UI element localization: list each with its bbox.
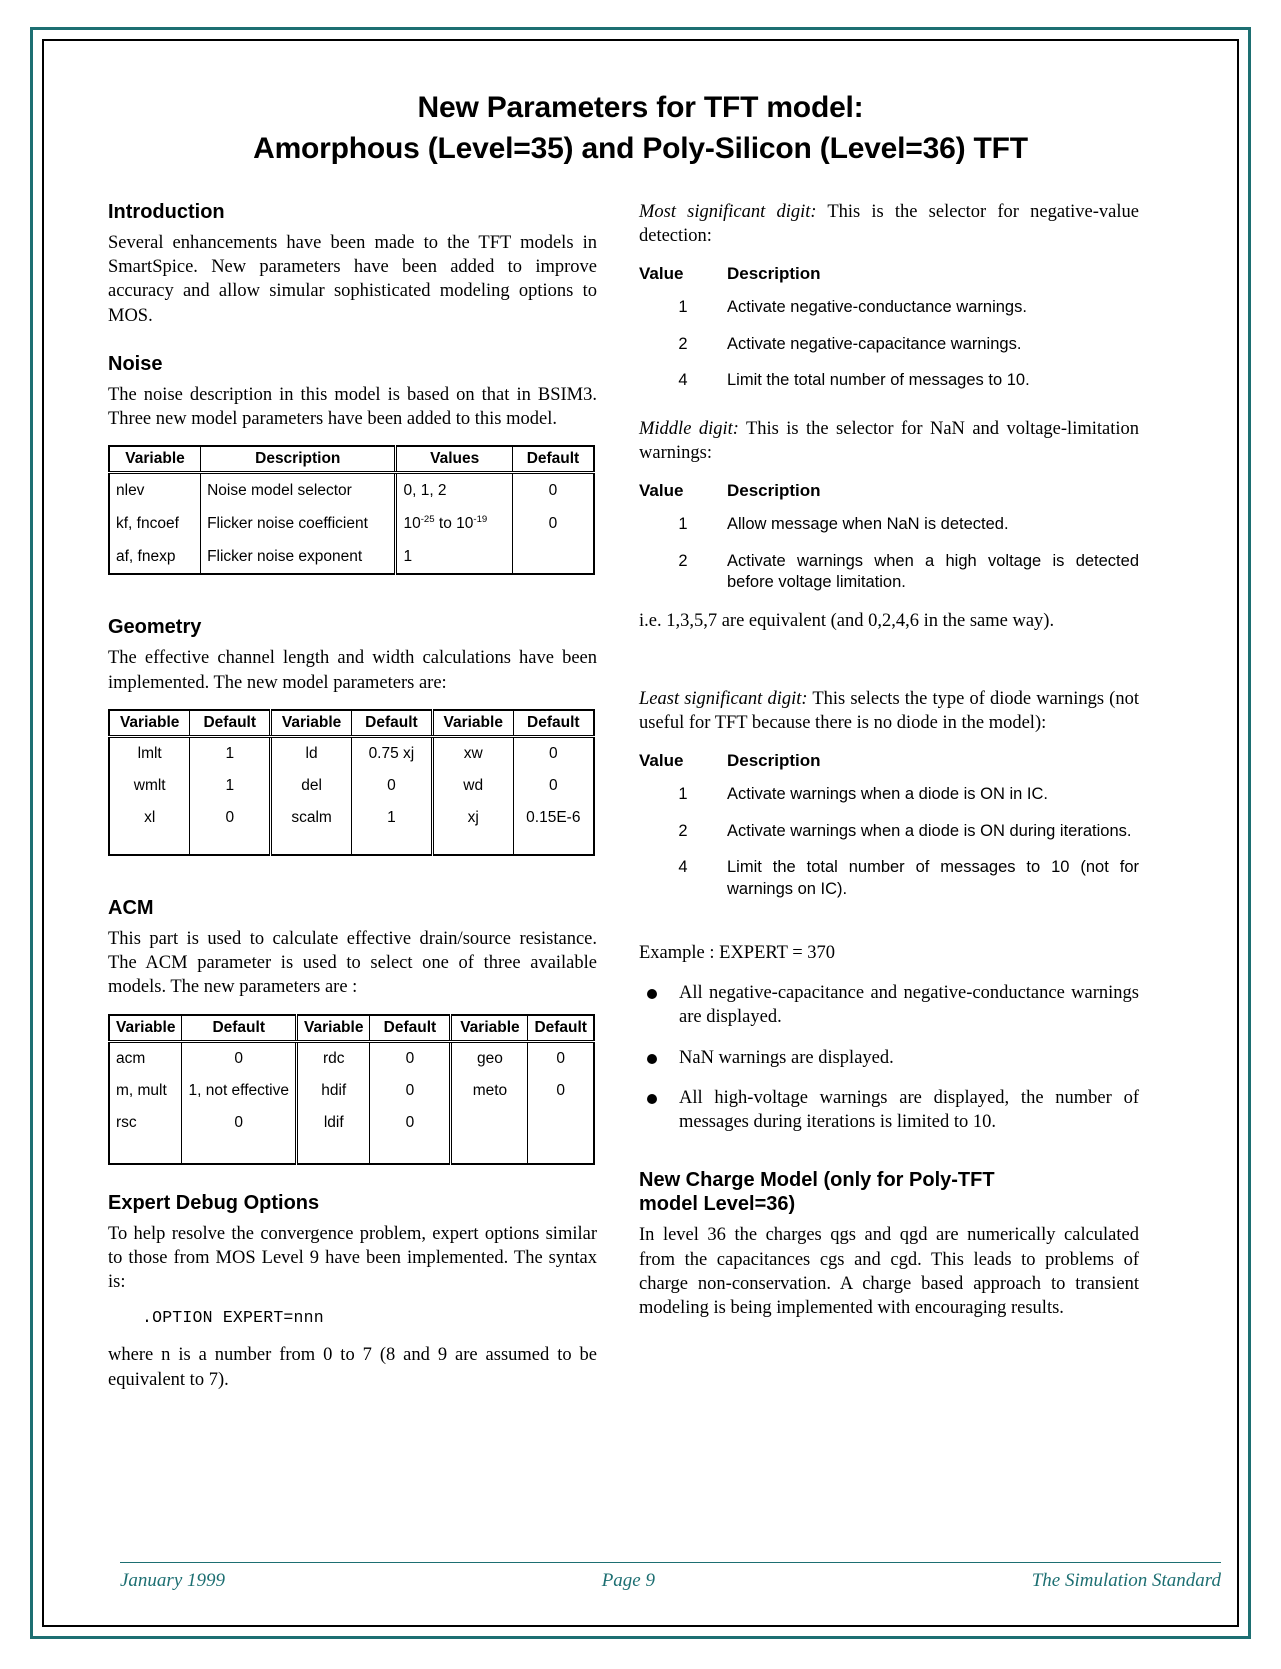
cell-variable: nlev [109, 473, 201, 508]
cell-variable-3: geo [451, 1041, 528, 1075]
value-description-row [639, 514, 1139, 535]
lead-text-lsd: This selects the type of diode warnings (not useful for TFT because there is no diode in the model): [639, 688, 1139, 734]
value: 4 [678, 858, 688, 877]
footer-date: January 1999 [120, 1570, 226, 1591]
header-description: Description [727, 264, 821, 284]
two-column-body [108, 200, 1173, 1392]
list-item: All negative-capacitance and negative-conductance warnings are displayed. [639, 981, 1139, 1029]
value-exponent-2: -19 [473, 513, 488, 525]
heading-new-charge-model [639, 1168, 1139, 1216]
heading-expert-debug-options: Expert Debug Options [108, 1191, 320, 1214]
column-header-default: Default [512, 446, 594, 473]
cell-default-1: 0 [190, 802, 271, 834]
column-header-variable: Variable [109, 446, 201, 473]
footer-publication: The Simulation Standard [1031, 1570, 1221, 1591]
value: 1 [678, 515, 688, 534]
value: 1 [678, 298, 688, 317]
value: 2 [678, 551, 688, 570]
table-row [109, 507, 594, 540]
cell-default-3: 0 [549, 744, 558, 762]
header-value: Value [639, 481, 684, 501]
paragraph-noise: The noise description in this model is based on that in BSIM3. Three new model parameters have been added to this model. [108, 384, 597, 430]
value-description-row [639, 821, 1139, 842]
value-description-row [639, 784, 1139, 805]
cell-variable-1: xl [109, 802, 190, 834]
value-description-header-middle [639, 481, 1139, 501]
value: 2 [678, 334, 688, 353]
column-header-variable-2: Variable [297, 1015, 370, 1042]
column-header-default-3: Default [513, 710, 594, 737]
cell-variable-2: hdif [297, 1075, 370, 1107]
cell-variable-3 [451, 1107, 528, 1139]
column-header-values: Values [396, 446, 512, 473]
page-content [60, 60, 1221, 1606]
column-header-default-1: Default [182, 1015, 297, 1042]
table-row [109, 1075, 594, 1107]
paragraph-most-significant-digit [639, 200, 1139, 248]
paragraph-expert-1: To help resolve the convergence problem, expert options similar to those from MOS Level 9 have been implemented. The syntax is: [108, 1223, 597, 1293]
page-footer [120, 1562, 1221, 1592]
value-exponent-1: -25 [420, 513, 435, 525]
value-separator: to [434, 514, 457, 532]
paragraph-acm: This part is used to calculate effective drain/source resistance. The ACM parameter is used to select one of three available models. The new parameters are : [108, 928, 597, 998]
cell-default-2: 1 [352, 802, 433, 834]
left-column [108, 200, 597, 1392]
cell-default [512, 540, 594, 574]
cell-default-1: 0 [182, 1107, 297, 1139]
heading-noise: Noise [108, 352, 163, 375]
value-description-header-msd [639, 264, 1139, 284]
column-header-variable-2: Variable [271, 710, 352, 737]
column-header-variable-3: Variable [451, 1015, 528, 1042]
column-header-description: Description [201, 446, 396, 473]
code-option-expert: .OPTION EXPERT=nnn [142, 1308, 324, 1328]
header-value: Value [639, 264, 684, 284]
table-row [109, 1107, 594, 1139]
cell-variable-1: acm [109, 1041, 182, 1075]
value: 1 [678, 785, 688, 804]
paragraph-geometry: The effective channel length and width calculations have been implemented. The new model parameters are: [108, 648, 597, 693]
page-title [60, 88, 1221, 169]
paragraph-least-significant-digit [639, 687, 1139, 735]
description: Activate warnings when a diode is ON during iterations. [727, 821, 1132, 840]
description: Limit the total number of messages to 10. [727, 371, 1030, 390]
paragraph-middle-digit [639, 417, 1139, 465]
column-header-variable-1: Variable [109, 1015, 182, 1042]
cell-variable-3: xj [432, 802, 513, 834]
acm-parameters-table [108, 1014, 595, 1165]
table-row [109, 1041, 594, 1075]
cell-values: 0, 1, 2 [396, 473, 512, 508]
column-header-default-2: Default [370, 1015, 451, 1042]
cell-default-2: 0 [370, 1041, 451, 1075]
cell-default: 0 [548, 481, 558, 499]
paragraph-expert-2: where n is a number from 0 to 7 (8 and 9 are assumed to be equivalent to 7). [108, 1345, 597, 1390]
cell-default-2: 0 [370, 1075, 451, 1107]
value-description-row [639, 551, 1139, 594]
lead-label-middle: Middle digit: [639, 418, 739, 439]
header-description: Description [727, 751, 821, 771]
value: 4 [678, 371, 688, 390]
cell-variable-3: wd [432, 770, 513, 802]
geometry-parameters-table [108, 709, 595, 856]
table-row [109, 736, 594, 770]
cell-variable-1: rsc [109, 1107, 182, 1139]
noise-parameters-table [108, 445, 595, 575]
footer-divider [120, 1562, 1221, 1563]
cell-default-3 [528, 1107, 594, 1139]
lead-label-msd: Most significant digit: [639, 202, 817, 222]
value-description-row [639, 334, 1139, 355]
table-spacer-row [109, 1139, 594, 1164]
cell-variable-2: del [271, 770, 352, 802]
heading-acm: ACM [108, 896, 154, 919]
cell-default-2: 0.75 xj [352, 736, 433, 770]
description: Activate warnings when a high voltage is detected before voltage limitation. [727, 551, 1139, 592]
description: Activate warnings when a diode is ON in IC. [727, 785, 1048, 804]
column-header-variable-1: Variable [109, 710, 190, 737]
cell-default-3: 0 [556, 1081, 566, 1099]
cell-variable: kf, fncoef [109, 507, 201, 540]
cell-default-1: 1 [190, 736, 271, 770]
paragraph-example: Example : EXPERT = 370 [639, 943, 836, 964]
column-header-default-3: Default [528, 1015, 594, 1042]
cell-variable-2: ld [271, 736, 352, 770]
cell-default-2: 0 [352, 770, 433, 802]
cell-default-3: 0 [549, 776, 558, 794]
heading-geometry: Geometry [108, 616, 202, 639]
cell-default-3: 0.15E-6 [526, 808, 581, 826]
value-description-header-lsd [639, 751, 1139, 771]
table-header-row [109, 710, 594, 737]
cell-variable-1: lmlt [109, 736, 190, 770]
cell-variable-2: ldif [297, 1107, 370, 1139]
heading-introduction: Introduction [108, 201, 225, 223]
cell-variable-1: m, mult [109, 1075, 182, 1107]
cell-variable-2: scalm [271, 802, 352, 834]
lead-label-lsd: Least significant digit: [639, 688, 808, 709]
cell-variable-3: xw [432, 736, 513, 770]
table-header-row [109, 446, 594, 473]
list-item: NaN warnings are displayed. [639, 1046, 1139, 1070]
table-spacer-row [109, 834, 594, 855]
cell-values: 1 [396, 540, 512, 574]
cell-default-3: 0 [556, 1049, 566, 1067]
paragraph-equivalence-note: i.e. 1,3,5,7 are equivalent (and 0,2,4,6 in the same way). [639, 610, 1055, 631]
column-header-default-2: Default [352, 710, 433, 737]
header-description: Description [727, 481, 821, 501]
lead-text-middle: This is the selector for NaN and voltage-limitation warnings: [639, 418, 1139, 464]
value-description-row [639, 857, 1139, 900]
value-base-1: 10 [403, 514, 421, 532]
heading-line-1: New Charge Model (only for Poly-TFT [639, 1169, 995, 1192]
paragraph-introduction: Several enhancements have been made to the TFT models in SmartSpice. New parameters have been added to improve accuracy and allow simular sophisticated modeling options to MOS. [108, 233, 597, 326]
paragraph-charge-model: In level 36 the charges qgs and qgd are numerically calculated from the capacitances cgs and cgd. This leads to problems of charge non-conservation. A charge based approach to transient modeling is being implemented with encouraging results. [639, 1225, 1139, 1319]
column-header-default-1: Default [190, 710, 271, 737]
table-row [109, 473, 594, 508]
description: Activate negative-conductance warnings. [727, 298, 1027, 317]
cell-default-1: 0 [182, 1041, 297, 1075]
cell-default: 0 [548, 514, 558, 532]
description: Limit the total number of messages to 10 (not for warnings on IC). [727, 858, 1139, 898]
footer-page-number: Page 9 [601, 1570, 655, 1591]
title-line-2: Amorphous (Level=35) and Poly-Silicon (Level=36) TFT [253, 131, 1028, 165]
cell-description: Flicker noise exponent [201, 540, 396, 574]
value: 2 [678, 821, 688, 840]
right-column [639, 200, 1139, 1392]
lead-text-msd: This is the selector for negative-value detection: [639, 202, 1139, 247]
example-bullet-list [639, 981, 1139, 1134]
title-line-1: New Parameters for TFT model: [417, 91, 864, 124]
cell-description: Noise model selector [201, 473, 396, 508]
cell-variable-2: rdc [297, 1041, 370, 1075]
table-header-row [109, 1015, 594, 1042]
cell-variable-1: wmlt [109, 770, 190, 802]
cell-values [396, 507, 512, 540]
table-row [109, 770, 594, 802]
cell-variable-3: meto [451, 1075, 528, 1107]
value-base-2: 10 [456, 514, 474, 532]
cell-variable: af, fnexp [109, 540, 201, 574]
header-value: Value [639, 751, 684, 771]
description: Activate negative-capacitance warnings. [727, 334, 1022, 353]
description: Allow message when NaN is detected. [727, 515, 1009, 534]
list-item: All high-voltage warnings are displayed, the number of messages during iterations is limited to 10. [639, 1086, 1139, 1134]
column-header-variable-3: Variable [432, 710, 513, 737]
heading-line-2: model Level=36) [639, 1193, 796, 1216]
value-description-row [639, 370, 1139, 391]
value-description-row [639, 297, 1139, 318]
table-row [109, 540, 594, 574]
cell-default-1: 1 [190, 770, 271, 802]
cell-description: Flicker noise coefficient [201, 507, 396, 540]
cell-default-2: 0 [370, 1107, 451, 1139]
cell-default-1: 1, not effective [182, 1075, 297, 1107]
table-row [109, 802, 594, 834]
